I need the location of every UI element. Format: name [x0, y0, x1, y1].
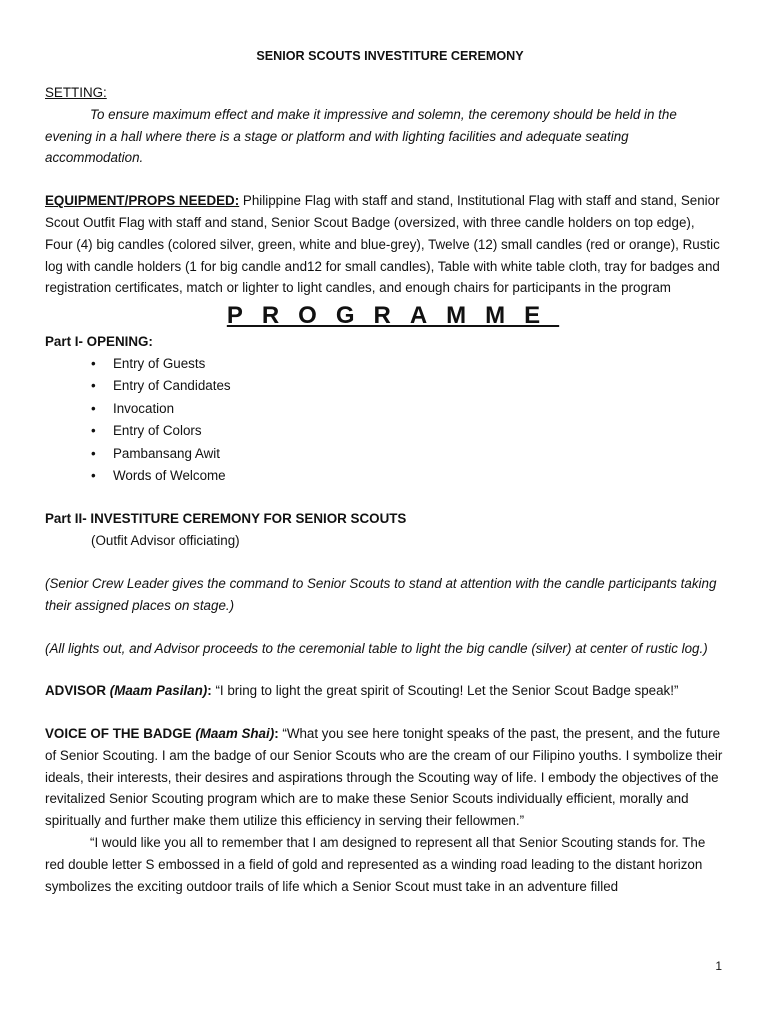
list-item-text: Entry of Candidates — [113, 378, 231, 394]
list-item — [91, 398, 725, 420]
bullet: • — [91, 467, 96, 483]
advisor-name: (Maam Pasilan) — [109, 683, 208, 699]
voice-line — [45, 723, 725, 832]
opening-list — [45, 353, 725, 487]
list-item — [91, 375, 725, 397]
voice-line-2: “I would like you all to remember that I am designed to represent all that Senior Scouting stands for. The red double letter S embossed in a field of gold and represented as a winding road leading to the distant horizon symbolizes the exciting outdoor trails of life which a Senior Scout must take in an adventure filled — [45, 835, 706, 894]
list-item — [91, 353, 725, 375]
list-item — [91, 420, 725, 442]
document-page — [45, 46, 725, 897]
voice-name: (Maam Shai) — [195, 726, 275, 742]
equipment-label: EQUIPMENT/PROPS NEEDED: — [45, 193, 240, 209]
stage-direction-1: (Senior Crew Leader gives the command to Senior Scouts to stand at attention with the candle participants taking their assigned places on stage.) — [45, 575, 717, 613]
advisor-speaker: ADVISOR — [45, 683, 107, 699]
bullet: • — [91, 378, 96, 394]
bullet: • — [91, 445, 96, 461]
list-item-text: Pambansang Awit — [113, 445, 220, 461]
stage-direction-2: (All lights out, and Advisor proceeds to the ceremonial table to light the big candle (silver) at center of rustic log.) — [45, 640, 708, 656]
bullet: • — [91, 355, 96, 371]
equipment-paragraph — [45, 190, 725, 299]
list-item-text: Invocation — [113, 400, 175, 416]
list-item-text: Entry of Colors — [113, 423, 202, 439]
list-item-text: Words of Welcome — [113, 467, 226, 483]
setting-label: SETTING: — [45, 85, 107, 100]
list-item — [91, 443, 725, 465]
advisor-line — [45, 680, 725, 702]
list-item-text: Entry of Guests — [113, 355, 206, 371]
equipment-text: Philippine Flag with staff and stand, Institutional Flag with staff and stand, Senior Scout Outfit Flag with staff and stand, Senior Scout Badge (oversized, with three candle holders on top edge), Four (4) big candles (colored silver, green, white and blue-grey), Twelve (12) small candles (red or orange), Rustic log with candle holders (1 for big candle and12 for small candles), Table with white table cloth, tray for badges and registration certificates, match or lighter to light candles, and enough chairs for participants in the program — [45, 193, 720, 296]
page-number: 1 — [715, 959, 722, 973]
part2-title: Part II- INVESTITURE CEREMONY FOR SENIOR SCOUTS — [45, 511, 407, 527]
bullet: • — [91, 400, 96, 416]
list-item — [91, 465, 725, 487]
advisor-text: “I bring to light the great spirit of Scouting! Let the Senior Scout Badge speak!” — [211, 683, 679, 699]
advisor-colon: : — [207, 683, 212, 699]
voice-colon: : — [274, 726, 279, 742]
bullet: • — [91, 423, 96, 439]
document-title: SENIOR SCOUTS INVESTITURE CEREMONY — [256, 49, 524, 63]
voice-speaker: VOICE OF THE BADGE — [45, 726, 192, 742]
programme-heading: PROGRAMME — [226, 302, 560, 330]
setting-text: To ensure maximum effect and make it impressive and solemn, the ceremony should be held in the evening in a hall where there is a stage or platform and with lighting facilities and adequate seating accommodation. — [45, 106, 677, 166]
voice-text: “What you see here tonight speaks of the past, the present, and the future of Senior Scouting. I am the badge of our Senior Scouts who are the cream of our Filipino youths. I symbolize their ideals, their interests, their desires and aspirations through the Scouting way of life. I embody the objectives of the revitalized Senior Scouting program which are to make these Senior Scouts individually efficient, morally and spiritually and further make them utilize this efficiency in serving their fellowmen.” — [45, 726, 723, 829]
part1-title: Part I- OPENING: — [45, 334, 153, 350]
part2-officiating: (Outfit Advisor officiating) — [91, 533, 240, 549]
